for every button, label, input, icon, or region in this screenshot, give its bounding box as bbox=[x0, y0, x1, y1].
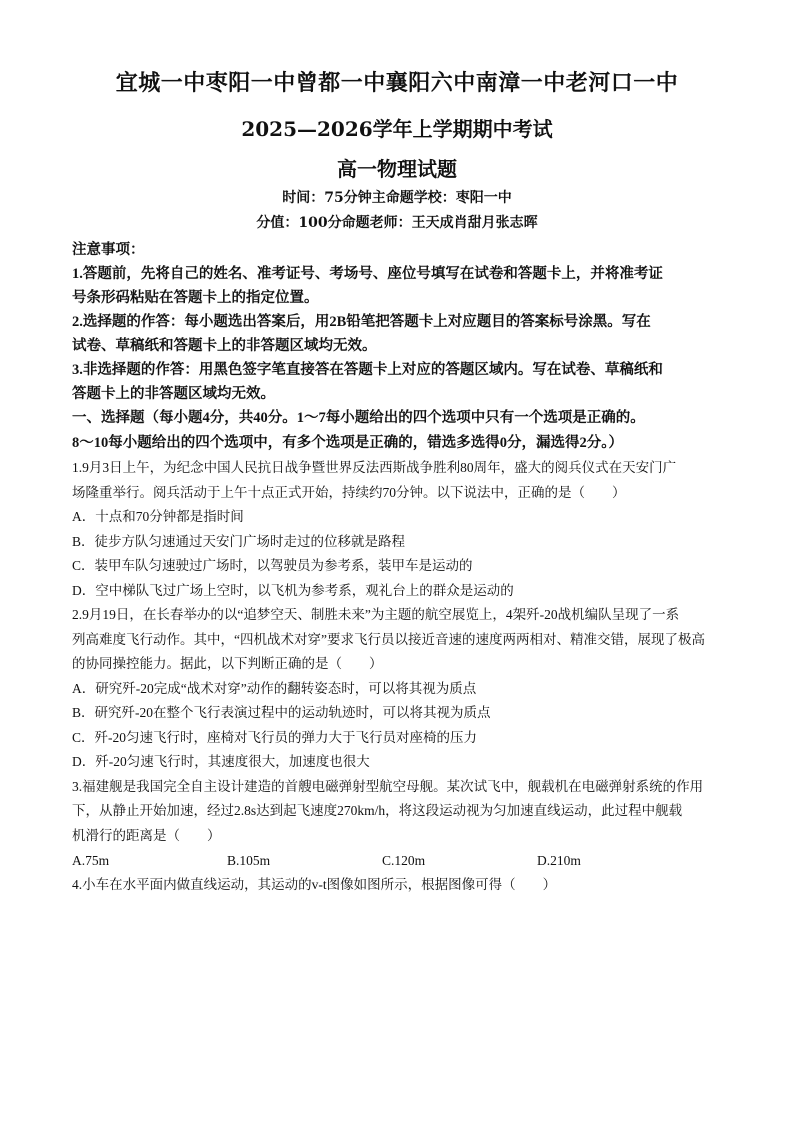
question-stem-line: 场隆重举行。阅兵活动于上午十点正式开始，持续约70分钟。以下说法中，正确的是（ ） bbox=[72, 484, 626, 500]
question-stem-line: 的协同操控能力。据此，以下判断正确的是（ ） bbox=[72, 656, 383, 671]
option-a: A．研究歼-20完成“战术对穿”动作的翻转姿态时，可以将其视为质点 bbox=[72, 680, 477, 696]
option-a: A．十点和70分钟都是指时间 bbox=[72, 509, 244, 524]
question-stem-line: 机滑行的距离是（ ） bbox=[72, 827, 221, 843]
question-2 bbox=[72, 603, 732, 775]
exam-body bbox=[72, 238, 732, 898]
option-c: C.120m bbox=[382, 853, 426, 868]
note-line: 号条形码粘贴在答题卡上的指定位置。 bbox=[72, 290, 319, 306]
question-stem-line: 下，从静止开始加速，经过2.8s达到起飞速度270km/h，将这段运动视为匀加速直线运动，此过程中舰载 bbox=[72, 803, 683, 818]
option-b: B.105m bbox=[227, 853, 271, 868]
subject-title: 高一物理试题 bbox=[337, 157, 457, 181]
option-c: C．歼-20匀速飞行时，座椅对飞行员的弹力大于飞行员对座椅的压力 bbox=[72, 729, 477, 745]
note-line: 1.答题前，先将自己的姓名、准考证号、考场号、座位号填写在试卷和答题卡上，并将准考证 bbox=[72, 266, 663, 282]
note-line: 3.非选择题的作答：用黑色签字笔直接答在答题卡上对应的答题区域内。写在试卷、草稿纸和 bbox=[72, 362, 663, 378]
question-stem-line: 列高难度飞行动作。其中，“四机战术对穿”要求飞行员以接近音速的速度两两相对、精准交错，展现了极高 bbox=[72, 631, 705, 647]
option-b: B．徒步方队匀速通过天安门广场时走过的位移就是路程 bbox=[72, 533, 406, 549]
option-d: D．歼-20匀速飞行时，其速度很大，加速度也很大 bbox=[72, 754, 370, 769]
section-heading-line2: 8～10每小题给出的四个选项中，有多个选项是正确的，错选多选得0分，漏选得2分。） bbox=[72, 435, 623, 451]
note-line: 答题卡上的非答题区域均无效。 bbox=[72, 386, 275, 402]
school-list-title: 宜城一中枣阳一中曾都一中襄阳六中南漳一中老河口一中 bbox=[115, 70, 679, 96]
note-line: 2.选择题的作答：每小题选出答案后，用2B铅笔把答题卡上对应题目的答案标号涂黑。写在 bbox=[72, 314, 651, 330]
option-c: C．装甲车队匀速驶过广场时，以驾驶员为参考系，装甲车是运动的 bbox=[72, 558, 473, 573]
question-stem-line: 4.小车在水平面内做直线运动，其运动的v-t图像如图所示，根据图像可得（ ） bbox=[72, 877, 557, 892]
option-a: A.75m bbox=[72, 853, 110, 868]
option-d: D.210m bbox=[537, 853, 581, 868]
exam-title: 2025—2026学年上学期期中考试 bbox=[241, 117, 553, 141]
question-stem-line: 1.9月3日上午，为纪念中国人民抗日战争暨世界反法西斯战争胜利80周年，盛大的阅兵仪式在天安门广 bbox=[72, 460, 677, 475]
question-4 bbox=[72, 873, 732, 898]
question-stem-line: 2.9月19日，在长春举办的以“追梦空天、制胜未来”为主题的航空展览上，4架歼-20战机编队呈现了一系 bbox=[72, 607, 680, 622]
question-stem-line: 3.福建舰是我国完全自主设计建造的首艘电磁弹射型航空母舰。某次试飞中，舰载机在电磁弹射系统的作用 bbox=[72, 778, 704, 794]
section-heading-line1: 一、选择题（每小题4分，共40分。1～7每小题给出的四个选项中只有一个选项是正确的。 bbox=[72, 410, 645, 426]
option-b: B．研究歼-20在整个飞行表演过程中的运动轨迹时，可以将其视为质点 bbox=[72, 705, 491, 720]
exam-time-info: 时间：75分钟主命题学校：枣阳一中 bbox=[282, 190, 512, 206]
question-1 bbox=[72, 456, 732, 603]
option-d: D．空中梯队飞过广场上空时，以飞机为参考系，观礼台上的群众是运动的 bbox=[72, 582, 514, 598]
exam-score-info: 分值：100分命题老师：王天成肖甜月张志晖 bbox=[256, 215, 538, 231]
question-3 bbox=[72, 775, 732, 874]
notes-heading: 注意事项： bbox=[72, 242, 145, 258]
note-line: 试卷、草稿纸和答题卡上的非答题区域均无效。 bbox=[72, 338, 377, 354]
options-row bbox=[72, 848, 732, 873]
